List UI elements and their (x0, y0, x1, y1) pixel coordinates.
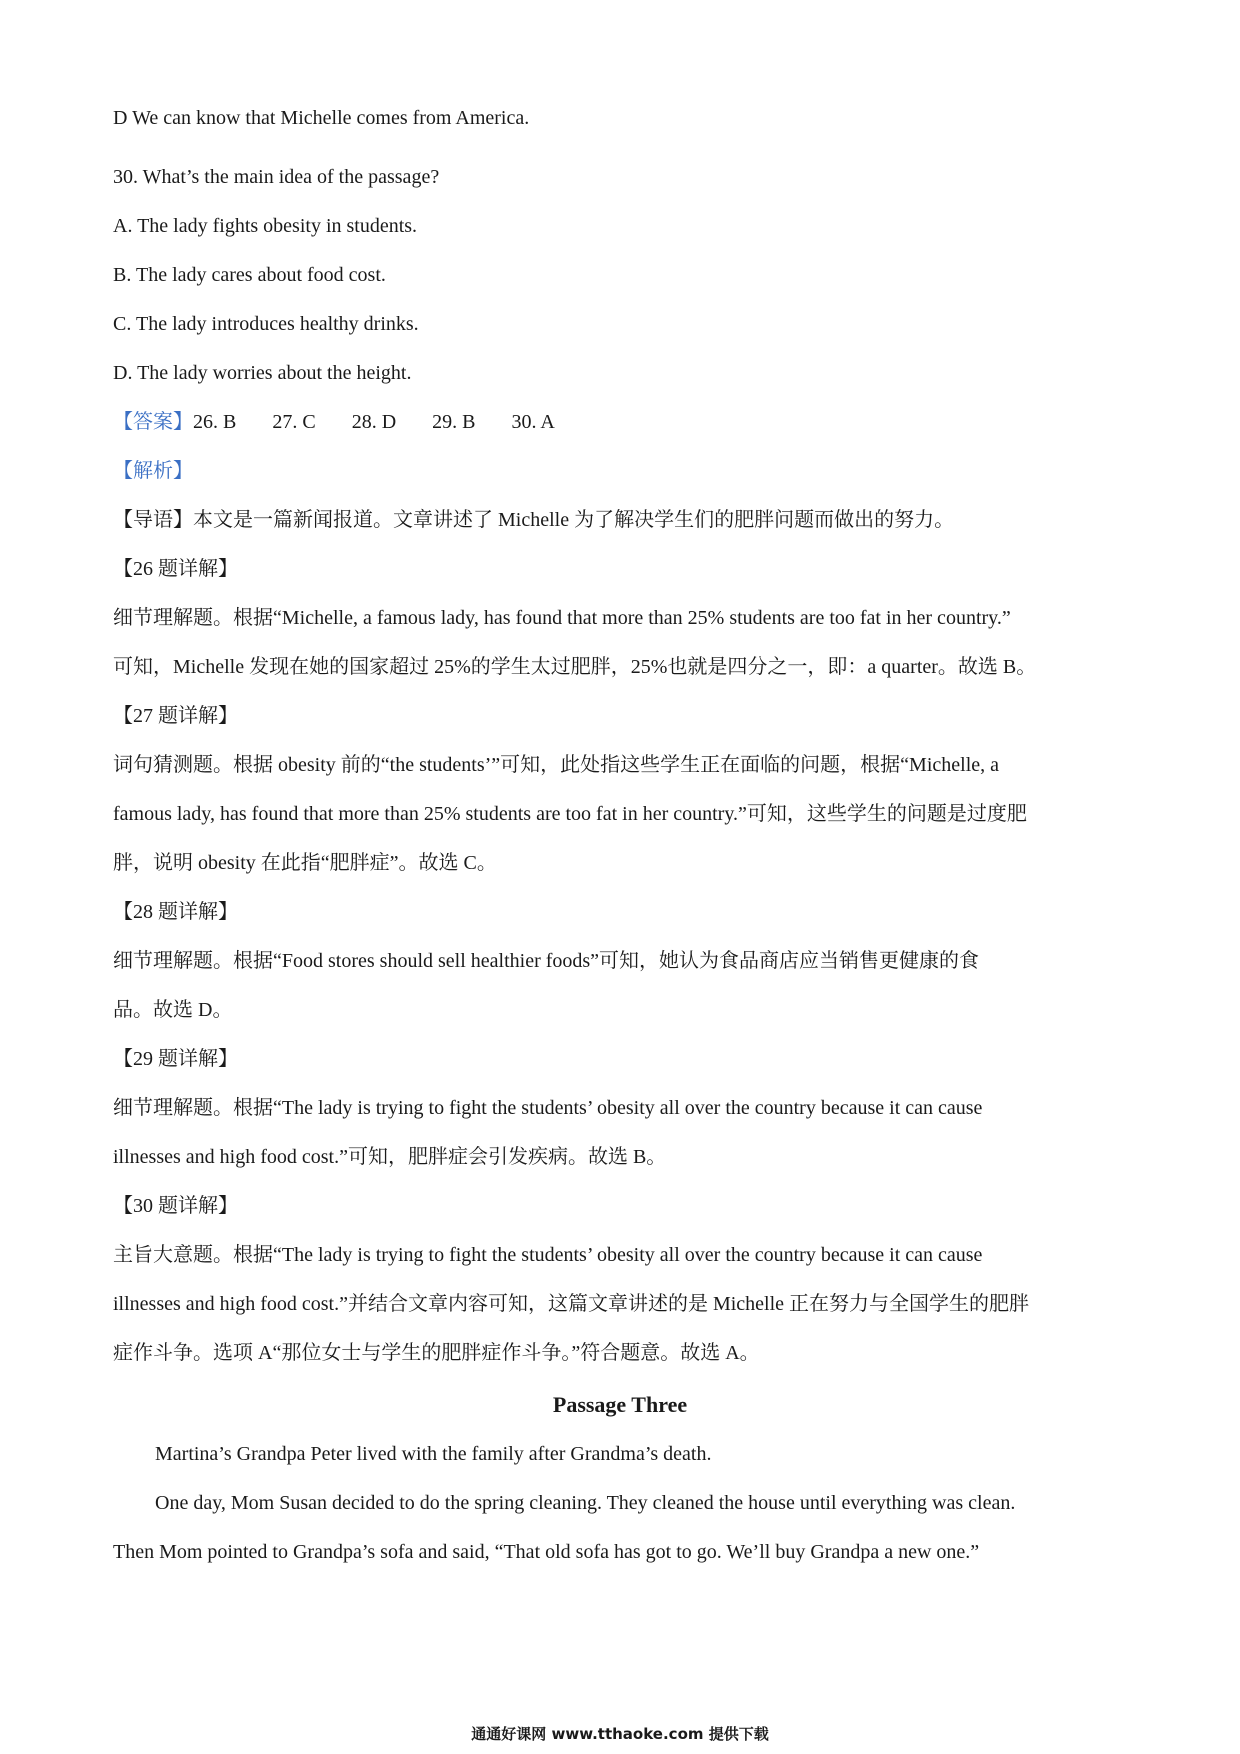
detail-text: 主旨大意题。根据“The lady is trying to fight the students’ obesity all over the country because it can cause (113, 1244, 983, 1266)
detail-text: famous lady, has found that more than 25% students are too fat in her country.”可知，这些学生的问题是过度肥 (113, 803, 1027, 825)
detail-text: 可知，Michelle 发现在她的国家超过 25%的学生太过肥胖，25%也就是四分之一，即：a quarter。故选 B。 (113, 656, 1037, 678)
option-30-a: A. The lady fights obesity in students. (113, 215, 418, 237)
detail-text: 细节理解题。根据“Michelle, a famous lady, has found that more than 25% students are too fat in her country.” (113, 607, 1011, 629)
option-30-d: D. The lady worries about the height. (113, 362, 412, 384)
analysis-label: 【解析】 (113, 460, 193, 482)
detail-text: 症作斗争。选项 A“那位女士与学生的肥胖症作斗争。”符合题意。故选 A。 (113, 1342, 760, 1364)
detail-heading-27: 【27 题详解】 (113, 705, 238, 727)
detail-text: illnesses and high food cost.”可知，肥胖症会引发疾病。故选 B。 (113, 1146, 667, 1168)
answer-item: 28. D (351, 411, 397, 433)
guide-text: 【导语】本文是一篇新闻报道。文章讲述了 Michelle 为了解决学生们的肥胖问题而做出的努力。 (113, 509, 955, 531)
passage-paragraph: Martina’s Grandpa Peter lived with the family after Grandma’s death. (155, 1443, 712, 1465)
answer-label: 【答案】 (113, 411, 193, 433)
detail-text: 品。故选 D。 (113, 999, 233, 1021)
detail-heading-30: 【30 题详解】 (113, 1195, 238, 1217)
question-30: 30. What’s the main idea of the passage? (113, 166, 440, 188)
answer-line (113, 408, 555, 436)
answer-item: 30. A (511, 411, 555, 433)
detail-heading-29: 【29 题详解】 (113, 1048, 238, 1070)
detail-heading-28: 【28 题详解】 (113, 901, 238, 923)
passage-paragraph-continued: Then Mom pointed to Grandpa’s sofa and said, “That old sofa has got to go. We’ll buy Grandpa a new one.” (113, 1541, 980, 1563)
option-29-d: D We can know that Michelle comes from America. (113, 107, 530, 129)
detail-text: illnesses and high food cost.”并结合文章内容可知，这篇文章讲述的是 Michelle 正在努力与全国学生的肥胖 (113, 1293, 1030, 1315)
answer-item: 26. B (193, 411, 237, 433)
option-30-c: C. The lady introduces healthy drinks. (113, 313, 419, 335)
detail-text: 词句猜测题。根据 obesity 前的“the students’”可知，此处指这些学生正在面临的问题，根据“Michelle, a (113, 754, 1000, 776)
passage-title: Passage Three (552, 1392, 688, 1417)
option-30-b: B. The lady cares about food cost. (113, 264, 386, 286)
detail-text: 细节理解题。根据“Food stores should sell healthier foods”可知，她认为食品商店应当销售更健康的食 (113, 950, 980, 972)
detail-text: 细节理解题。根据“The lady is trying to fight the students’ obesity all over the country because it can cause (113, 1097, 983, 1119)
detail-heading-26: 【26 题详解】 (113, 558, 238, 580)
answer-item: 27. C (272, 411, 316, 433)
detail-text: 胖，说明 obesity 在此指“肥胖症”。故选 C。 (113, 852, 497, 874)
answer-item: 29. B (432, 411, 476, 433)
page-footer: 通通好课网 www.tthaoke.com 提供下载 (471, 1725, 769, 1743)
passage-paragraph: One day, Mom Susan decided to do the spring cleaning. They cleaned the house until everything was clean. (155, 1492, 1016, 1514)
